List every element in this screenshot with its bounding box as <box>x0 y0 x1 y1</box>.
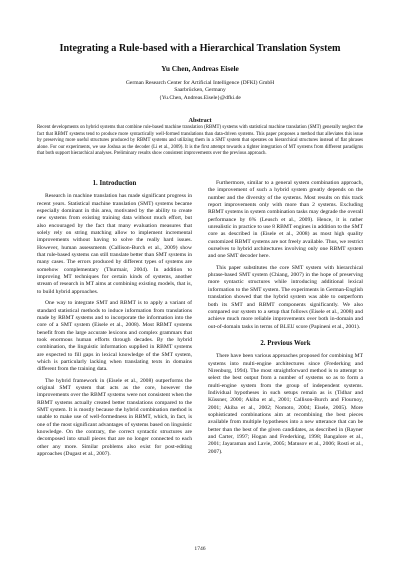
paragraph: One way to integrate SMT and RBMT is to apply a variant of standard statistical methods to induce information from translations made by RBMT systems and to incorporate the information into the core of a SMT system (Eisele et al., 2008). Most RBMT systems benefit from the large accurate lexicons and complex grammars that took enormous human efforts through decades. By the hybrid combination, the linguistic information supplied in RBMT systems are expected to fill gaps in lexical knowledge of the SMT system, which is particularly lacking when translating texts in domains different from the training data. <box>37 300 192 373</box>
paragraph: Research in machine translation has made significant progress in recent years. Statistical machine translation (SMT) systems became especially dominant in this area, motivated by the ability to create new systems from existing training data without much effort, but also encouraged by the fact that many evaluation measures that solely rely on string matching allow to implement incremental improvements without having to solve the really hard issues. However, human assessments (Callison-Burch et al., 2009) show that rule-based systems can still translate better than SMT systems in many cases. The errors produced by different types of systems are somehow complementary (Thurmair, 2004). In addition to improving MT techniques for certain kinds of systems, another stream of research in MT aims at combining existing models, that is, to build hybrid approaches. <box>37 193 192 295</box>
section-heading-introduction: 1. Introduction <box>92 180 137 187</box>
paper-title: Integrating a Rule-based with a Hierarchical Translation System <box>59 43 341 54</box>
affiliation-city: Saarbrücken, Germany <box>174 87 226 94</box>
paragraph: This paper substitutes the core SMT system with hierarchical phrase-based SMT system (Chiang, 2007) in the hope of preserving more syntactic structures while introducing additional lexical information to the SMT system. The experiments in German-English translation showed that the hybrid system was able to outperform both its SMT and RBMT components significantly. We also compared our system to a setup that follows (Eisele et al., 2008) and achieve much more reliable improvements over both in-domain and out-of-domain tasks in terms of BLEU score (Papineni et al., 2001). <box>208 264 363 330</box>
affiliation-block <box>20 80 380 102</box>
paragraph: There have been various approaches proposed for combining MT systems into multi-engine architectures since (Frederking and Nirenburg, 1994). The most straightforward method is to attempt to select the best output from a number of systems so as to form a multi-engine system from the group of independent systems. Individual hypotheses in such setups remain as is (Tidhar and Küssner, 2000; Akiba et al., 2001; Callison-Burch and Flournoy, 2001; Akiba et al., 2002; Nomoto, 2004; Eisele, 2005). More sophisticated combinations aim at recombining the best pieces available from multiple hypotheses into a new utterance that can be better than the best of the given candidates, as described in (Rayner and Carter, 1997; Hogan and Frederking, 1998; Bangalore et al., 2001; Jayaraman and Lavie, 2005; Matusov et al., 2006; Rosti et al., 2007). <box>208 353 363 455</box>
paragraph: Furthermore, similar to a general system combination approach, the improvement of such a hybrid system greatly depends on the number and the diversity of the systems. Most results on this track report improvements only with more than 2 systems. Excluding RBMT systems in system combination tasks may degrade the overall performance by 6% (Leusch et al., 2009). Hence, it is rather unrealistic in practice to use 8 RBMT engines in addition to the SMT core as described in (Eisele et al., 2008) as most high quality customized RBMT systems are not freely available. Thus, we restrict ourselves to hybrid architectures involving only one RBMT system and one SMT decoder here. <box>208 180 363 260</box>
paper-authors: Yu Chen, Andreas Eisele <box>161 64 239 73</box>
abstract-heading: Abstract <box>188 117 212 124</box>
affiliation-org: German Research Center for Artificial Intelligence (DFKI) GmbH <box>125 80 275 86</box>
affiliation-email: {Yu.Chen, Andreas.Eisele}@dfki.de <box>159 94 241 101</box>
right-column <box>208 180 363 456</box>
left-column <box>37 180 192 458</box>
paragraph: The hybrid framework in (Eisele et al., 2008) outperforms the original SMT system that acts as the core, however the improvements over the RBMT systems were not consistent when the RBMT systems actually created better translations compared to the SMT system. It is mostly because the hybrid combination method is unable to make use of well-formedness in RBMT, which, in fact, is one of the most significant advantages of systems based on linguistic knowledge. On the contrary, the correct syntactic structures are decomposed into small pieces that are no longer connected to each other any more. Similar problems also exist for post-editing approaches (Dugast et al., 2007). <box>37 377 192 458</box>
page-number: 1746 <box>194 546 206 552</box>
abstract-text: Recent developments on hybrid systems that combine rule-based machine translation (RBMT) systems with statistical machine translation (SMT) generally neglect the fact that RBMT systems tend to produce more syntactically well-formed translations than data-driven systems. This paper proposes a method that alleviates this issue by preserving more useful structures produced by RBMT systems and utilizing them in a SMT system that operates on hierarchical structures instead of flat phrases alone. For our experiments, we use Joshua as the decoder (Li et al., 2009). It is the first attempt towards a tighter integration of MT systems from different paradigms that both support hierarchical analyses. Preliminary results show consistent improvements over the previous approach. <box>37 125 363 156</box>
section-heading-previous-work: 2. Previous Work <box>260 339 311 347</box>
